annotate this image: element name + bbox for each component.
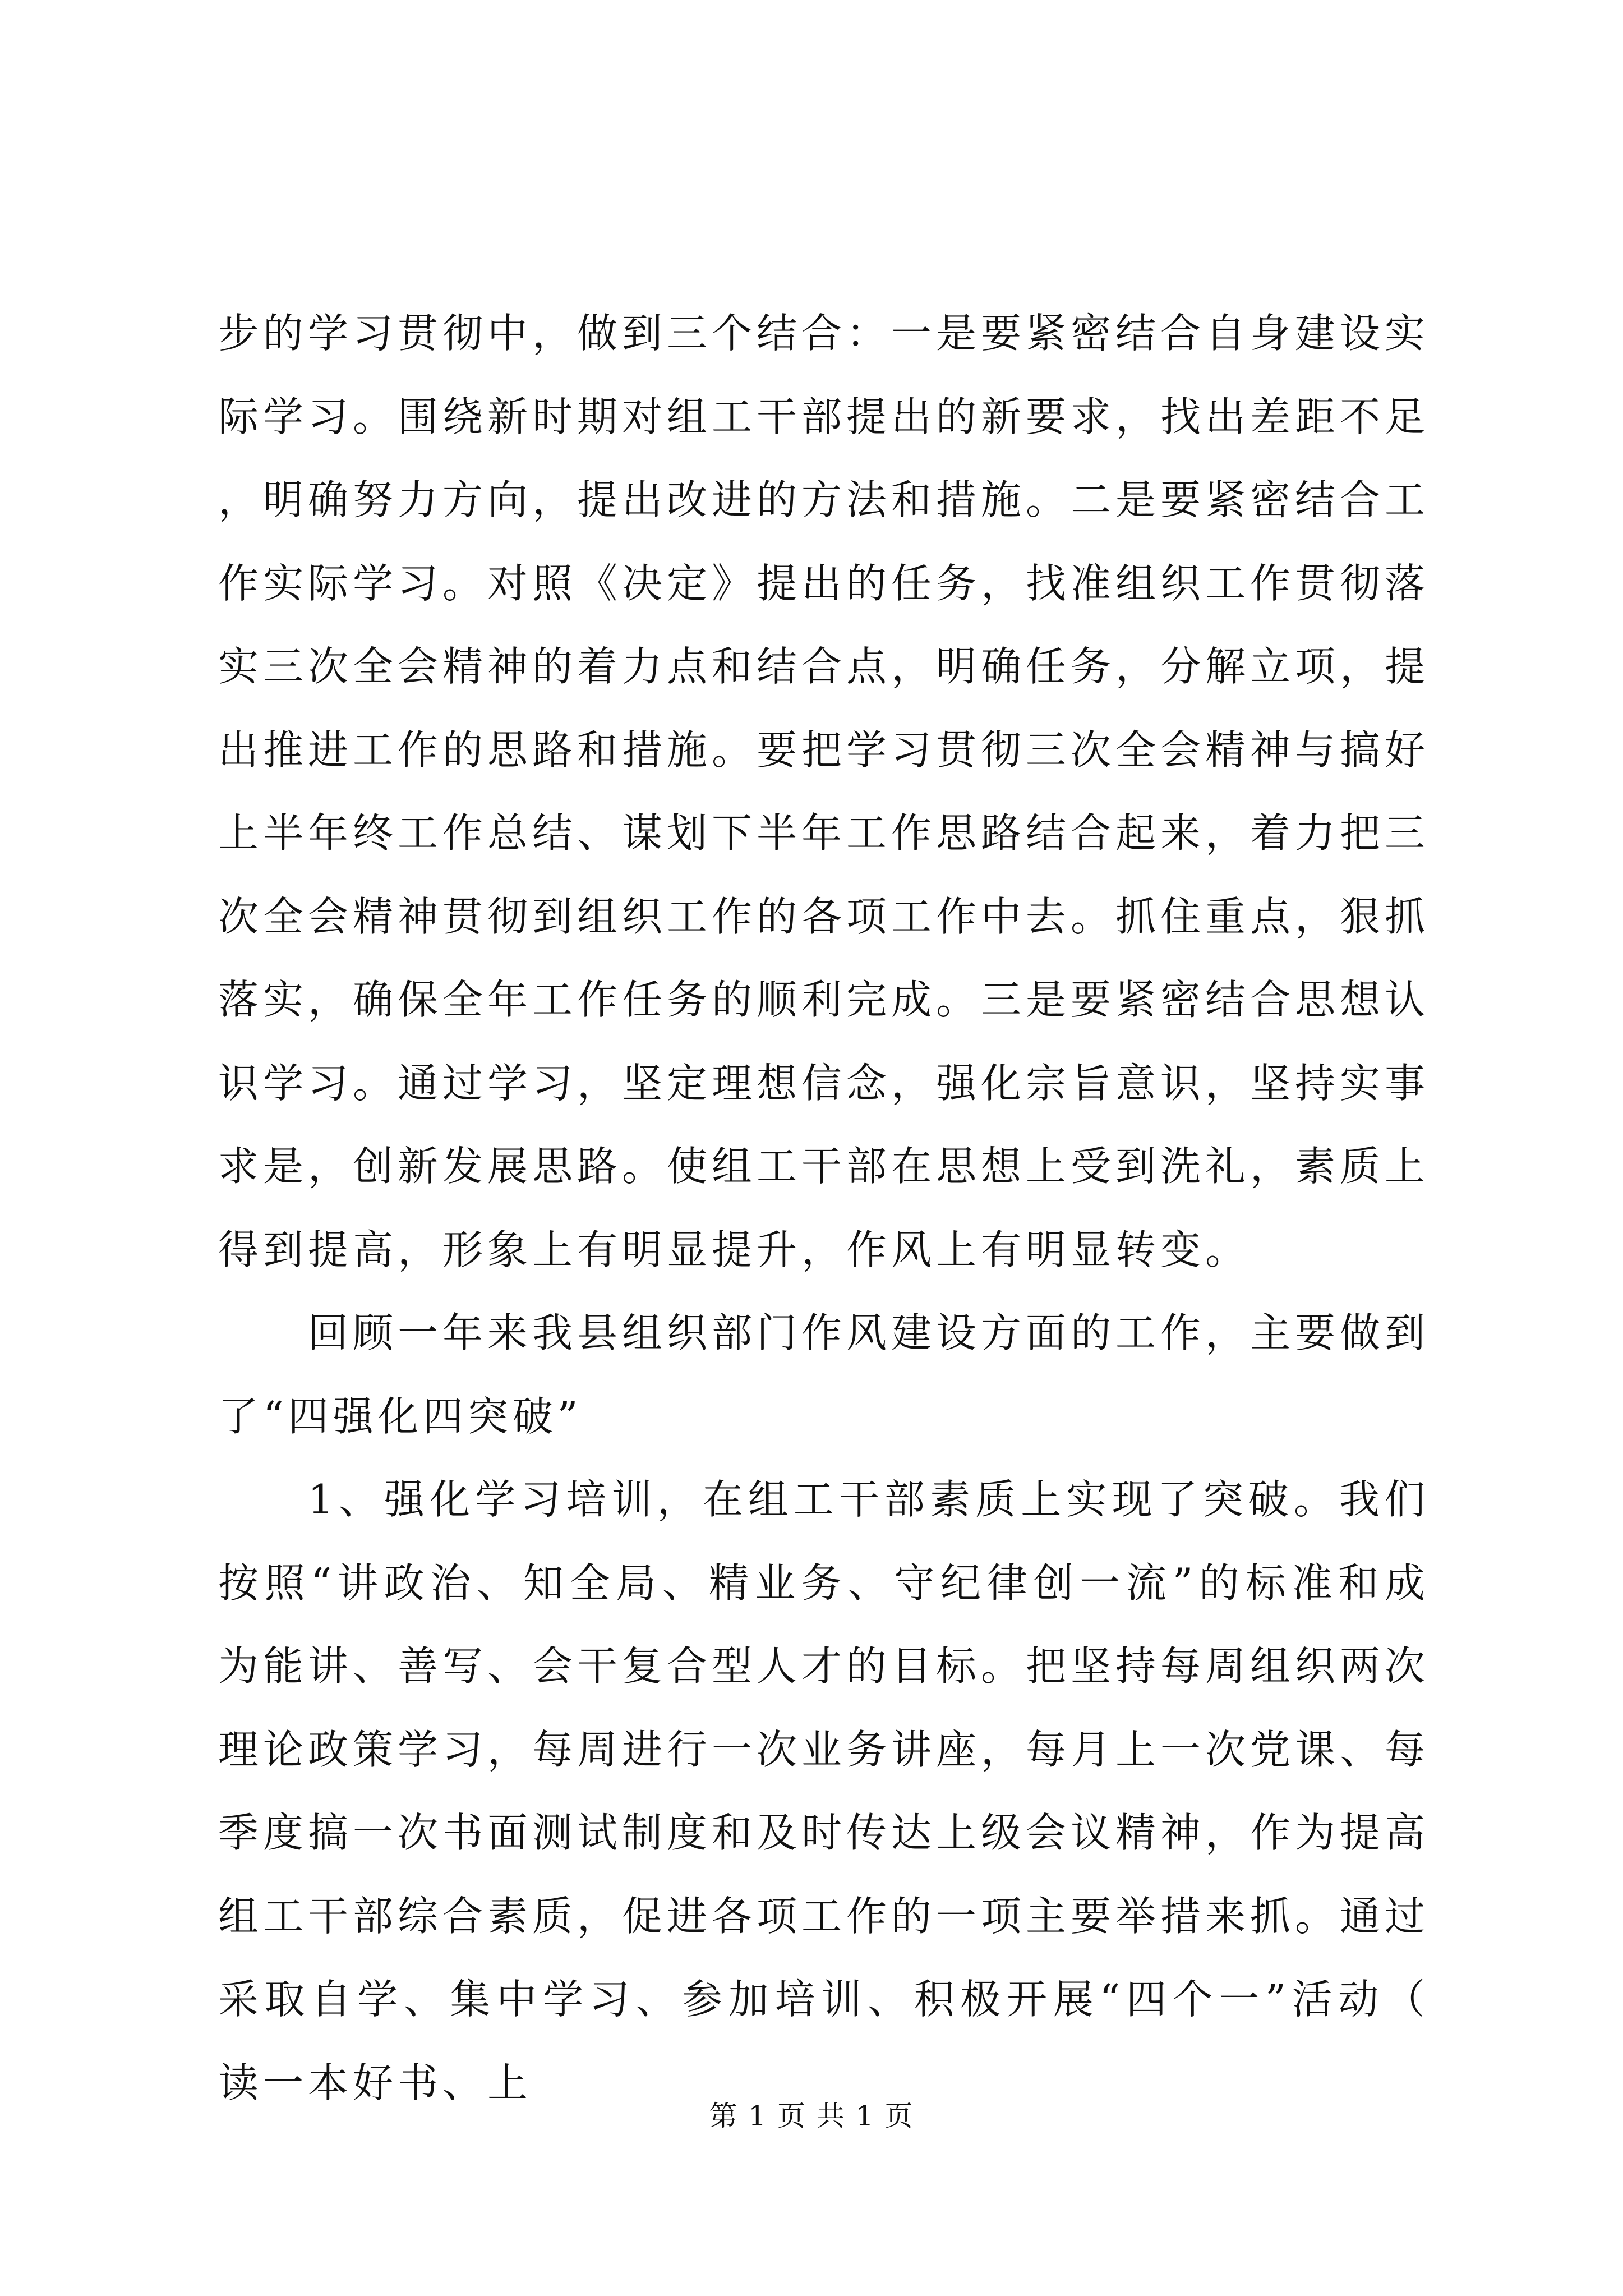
paragraph-continuation: 步的学习贯彻中，做到三个结合：一是要紧密结合自身建设实际学习。围绕新时期对组工干部提出的新要求，找出差距不足，明确努力方向，提出改进的方法和措施。二是要紧密结合工作实际学习。对照《决定》提出的任务，找准组织工作贯彻落实三次全会精神的着力点和结合点，明确任务，分解立项，提出推进工作的思路和措施。要把学习贯彻三次全会精神与搞好上半年终工作总结、谋划下半年工作思路结合起来，着力把三次全会精神贯彻到组织工作的各项工作中去。抓住重点，狠抓落实，确保全年工作任务的顺利完成。三是要紧密结合思想认识学习。通过学习，坚定理想信念，强化宗旨意识，坚持实事求是，创新发展思路。使组工干部在思想上受到洗礼，素质上得到提高，形象上有明显提升，作风上有明显转变。	[218, 310, 1430, 1273]
page-footer: 第 1 页 共 1 页	[709, 2100, 914, 2132]
document-body	[218, 292, 1430, 2124]
paragraph-review: 回顾一年来我县组织部门作风建设方面的工作，主要做到了“四强化四突破”	[218, 1309, 1430, 1440]
paragraph-item-1: 1、强化学习培训，在组工干部素质上实现了突破。我们按照“讲政治、知全局、精业务、守纪律创一流”的标准和成为能讲、善写、会干复合型人才的目标。把坚持每周组织两次理论政策学习，每周进行一次业务讲座，每月上一次党课、每季度搞一次书面测试制度和及时传达上级会议精神，作为提高组工干部综合素质，促进各项工作的一项主要举措来抓。通过采取自学、集中学习、参加培训、积极开展“四个一”活动（读一本好书、上	[218, 1476, 1430, 2106]
